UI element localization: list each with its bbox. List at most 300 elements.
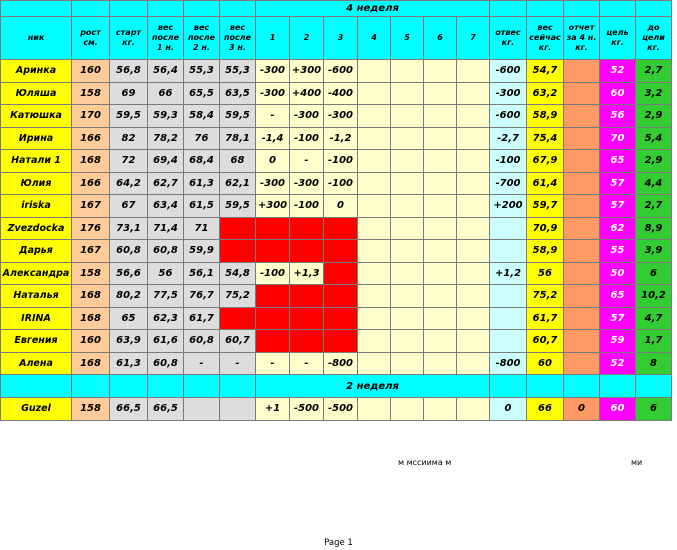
day-4 bbox=[358, 240, 391, 263]
week4-report bbox=[564, 82, 600, 105]
member-row bbox=[1, 262, 672, 285]
day-2 bbox=[290, 307, 324, 330]
weight-week1: 69,4 bbox=[148, 150, 184, 173]
day-7 bbox=[457, 150, 490, 173]
weight-loss: -100 bbox=[490, 150, 527, 173]
day-3 bbox=[324, 330, 358, 353]
day-2 bbox=[290, 285, 324, 308]
week4-report bbox=[564, 240, 600, 263]
nick: Аринка bbox=[1, 60, 72, 83]
weight-week2: 60,8 bbox=[184, 330, 220, 353]
start-weight: 82 bbox=[110, 127, 148, 150]
weight-week1: 77,5 bbox=[148, 285, 184, 308]
day-5 bbox=[391, 150, 424, 173]
current-weight: 58,9 bbox=[527, 240, 564, 263]
footer-note-right: ми bbox=[631, 458, 643, 467]
day-6 bbox=[424, 150, 457, 173]
weight-loss bbox=[490, 285, 527, 308]
goal-weight: 70 bbox=[600, 127, 636, 150]
day-5 bbox=[391, 352, 424, 375]
height: 158 bbox=[72, 82, 110, 105]
header-goal-weight: цель кг. bbox=[600, 17, 636, 60]
start-weight: 80,2 bbox=[110, 285, 148, 308]
goal-weight: 50 bbox=[600, 262, 636, 285]
day-4 bbox=[358, 60, 391, 83]
empty-header-cell bbox=[184, 1, 220, 17]
header-weight-week3: вес после 3 н. bbox=[220, 17, 256, 60]
member-row bbox=[1, 60, 672, 83]
day-3: -600 bbox=[324, 60, 358, 83]
goal-weight: 60 bbox=[600, 398, 636, 421]
day-5 bbox=[391, 60, 424, 83]
nick: Юляша bbox=[1, 82, 72, 105]
day-2 bbox=[290, 240, 324, 263]
member-row bbox=[1, 195, 672, 218]
weight-week3: 62,1 bbox=[220, 172, 256, 195]
current-weight: 60 bbox=[527, 352, 564, 375]
weight-week1: 66 bbox=[148, 82, 184, 105]
day-5 bbox=[391, 398, 424, 421]
to-goal: 8 bbox=[636, 352, 672, 375]
day-3 bbox=[324, 217, 358, 240]
height: 160 bbox=[72, 330, 110, 353]
page-label: Page 1 bbox=[324, 538, 353, 548]
weight-week2: 58,4 bbox=[184, 105, 220, 128]
day-1: -300 bbox=[256, 82, 290, 105]
day-7 bbox=[457, 307, 490, 330]
header-day-7: 7 bbox=[457, 17, 490, 60]
goal-weight: 65 bbox=[600, 150, 636, 173]
day-1: -1,4 bbox=[256, 127, 290, 150]
day-5 bbox=[391, 127, 424, 150]
empty-header-cell bbox=[600, 1, 636, 17]
goal-weight: 52 bbox=[600, 352, 636, 375]
day-1: - bbox=[256, 105, 290, 128]
weight-week2: 76,7 bbox=[184, 285, 220, 308]
day-1: +1 bbox=[256, 398, 290, 421]
day-3 bbox=[324, 240, 358, 263]
empty-header-cell bbox=[600, 375, 636, 398]
day-2: -300 bbox=[290, 172, 324, 195]
header-day-2: 2 bbox=[290, 17, 324, 60]
member-row bbox=[1, 352, 672, 375]
footer-note-left: м мссиима м bbox=[398, 458, 452, 467]
member-row bbox=[1, 172, 672, 195]
goal-weight: 59 bbox=[600, 330, 636, 353]
day-3: -1,2 bbox=[324, 127, 358, 150]
height: 158 bbox=[72, 398, 110, 421]
day-3: -100 bbox=[324, 150, 358, 173]
height: 166 bbox=[72, 127, 110, 150]
nick: Zvezdocka bbox=[1, 217, 72, 240]
weight-week3: 75,2 bbox=[220, 285, 256, 308]
day-1 bbox=[256, 217, 290, 240]
day-3: -500 bbox=[324, 398, 358, 421]
weight-loss bbox=[490, 240, 527, 263]
weight-week3 bbox=[220, 398, 256, 421]
nick: Александра bbox=[1, 262, 72, 285]
day-2: - bbox=[290, 150, 324, 173]
start-weight: 73,1 bbox=[110, 217, 148, 240]
day-4 bbox=[358, 105, 391, 128]
day-6 bbox=[424, 398, 457, 421]
empty-header-cell bbox=[490, 1, 527, 17]
nick: IRINA bbox=[1, 307, 72, 330]
header-day-5: 5 bbox=[391, 17, 424, 60]
day-7 bbox=[457, 82, 490, 105]
day-1 bbox=[256, 240, 290, 263]
member-row bbox=[1, 307, 672, 330]
current-weight: 61,4 bbox=[527, 172, 564, 195]
current-weight: 54,7 bbox=[527, 60, 564, 83]
day-1: -300 bbox=[256, 60, 290, 83]
height: 168 bbox=[72, 307, 110, 330]
nick: iriska bbox=[1, 195, 72, 218]
day-7 bbox=[457, 330, 490, 353]
week4-report bbox=[564, 150, 600, 173]
start-weight: 60,8 bbox=[110, 240, 148, 263]
day-5 bbox=[391, 307, 424, 330]
current-weight: 75,4 bbox=[527, 127, 564, 150]
weight-week1: 56,4 bbox=[148, 60, 184, 83]
day-2 bbox=[290, 330, 324, 353]
week4-report bbox=[564, 105, 600, 128]
header-day-4: 4 bbox=[358, 17, 391, 60]
weight-week2: 59,9 bbox=[184, 240, 220, 263]
current-weight: 66 bbox=[527, 398, 564, 421]
empty-header-cell bbox=[636, 1, 672, 17]
goal-weight: 57 bbox=[600, 195, 636, 218]
goal-weight: 52 bbox=[600, 60, 636, 83]
day-2: -300 bbox=[290, 105, 324, 128]
header-weight-loss: отвес кг. bbox=[490, 17, 527, 60]
day-2: +1,3 bbox=[290, 262, 324, 285]
weight-week3: - bbox=[220, 352, 256, 375]
day-5 bbox=[391, 105, 424, 128]
to-goal: 3,9 bbox=[636, 240, 672, 263]
start-weight: 59,5 bbox=[110, 105, 148, 128]
start-weight: 61,3 bbox=[110, 352, 148, 375]
week4-report bbox=[564, 195, 600, 218]
nick: Юлия bbox=[1, 172, 72, 195]
empty-header-cell bbox=[72, 1, 110, 17]
nick: Guzel bbox=[1, 398, 72, 421]
weight-week1: 59,3 bbox=[148, 105, 184, 128]
day-4 bbox=[358, 217, 391, 240]
height: 167 bbox=[72, 195, 110, 218]
goal-weight: 60 bbox=[600, 82, 636, 105]
empty-header-cell bbox=[636, 375, 672, 398]
to-goal: 5,4 bbox=[636, 127, 672, 150]
weight-week3: 68 bbox=[220, 150, 256, 173]
day-6 bbox=[424, 285, 457, 308]
header-current-weight: вес сейчас кг. bbox=[527, 17, 564, 60]
day-4 bbox=[358, 352, 391, 375]
day-7 bbox=[457, 195, 490, 218]
current-weight: 56 bbox=[527, 262, 564, 285]
day-1: -100 bbox=[256, 262, 290, 285]
height: 170 bbox=[72, 105, 110, 128]
empty-header-cell bbox=[148, 375, 184, 398]
day-7 bbox=[457, 60, 490, 83]
empty-header-cell bbox=[490, 375, 527, 398]
goal-weight: 62 bbox=[600, 217, 636, 240]
week4-report bbox=[564, 172, 600, 195]
empty-header-cell bbox=[1, 1, 72, 17]
weight-week2: 68,4 bbox=[184, 150, 220, 173]
weight-week1: 62,7 bbox=[148, 172, 184, 195]
week-title-2: 2 неделя bbox=[256, 375, 490, 398]
day-7 bbox=[457, 105, 490, 128]
weight-week1: 56 bbox=[148, 262, 184, 285]
weight-week3 bbox=[220, 217, 256, 240]
day-3: -300 bbox=[324, 105, 358, 128]
header-weight-week2: вес после 2 н. bbox=[184, 17, 220, 60]
day-1: +300 bbox=[256, 195, 290, 218]
weight-week1: 71,4 bbox=[148, 217, 184, 240]
start-weight: 66,5 bbox=[110, 398, 148, 421]
weight-week1: 78,2 bbox=[148, 127, 184, 150]
week4-report: 0 bbox=[564, 398, 600, 421]
to-goal: 6 bbox=[636, 262, 672, 285]
week4-report bbox=[564, 307, 600, 330]
day-1: -300 bbox=[256, 172, 290, 195]
week4-report bbox=[564, 217, 600, 240]
weight-loss: -700 bbox=[490, 172, 527, 195]
day-4 bbox=[358, 172, 391, 195]
empty-header-cell bbox=[110, 375, 148, 398]
nick: Ирина bbox=[1, 127, 72, 150]
weight-week2: 71 bbox=[184, 217, 220, 240]
weight-week2: 56,1 bbox=[184, 262, 220, 285]
weight-loss: 0 bbox=[490, 398, 527, 421]
nick: Катюшка bbox=[1, 105, 72, 128]
day-6 bbox=[424, 60, 457, 83]
day-2: +400 bbox=[290, 82, 324, 105]
current-weight: 60,7 bbox=[527, 330, 564, 353]
start-weight: 72 bbox=[110, 150, 148, 173]
current-weight: 59,7 bbox=[527, 195, 564, 218]
day-7 bbox=[457, 127, 490, 150]
empty-header-cell bbox=[1, 375, 72, 398]
day-6 bbox=[424, 262, 457, 285]
goal-weight: 57 bbox=[600, 307, 636, 330]
weight-week2: 55,3 bbox=[184, 60, 220, 83]
week4-report bbox=[564, 262, 600, 285]
member-row bbox=[1, 82, 672, 105]
day-5 bbox=[391, 285, 424, 308]
weight-week3: 60,7 bbox=[220, 330, 256, 353]
weight-loss: +200 bbox=[490, 195, 527, 218]
start-weight: 56,8 bbox=[110, 60, 148, 83]
weight-week3: 63,5 bbox=[220, 82, 256, 105]
weight-week2: 65,5 bbox=[184, 82, 220, 105]
member-row bbox=[1, 330, 672, 353]
day-4 bbox=[358, 195, 391, 218]
day-3 bbox=[324, 262, 358, 285]
week-title-row-2 bbox=[1, 375, 672, 398]
day-7 bbox=[457, 262, 490, 285]
day-6 bbox=[424, 217, 457, 240]
day-1 bbox=[256, 330, 290, 353]
empty-header-cell bbox=[184, 375, 220, 398]
to-goal: 2,9 bbox=[636, 105, 672, 128]
day-6 bbox=[424, 195, 457, 218]
to-goal: 3,2 bbox=[636, 82, 672, 105]
weight-week1: 62,3 bbox=[148, 307, 184, 330]
header-day-1: 1 bbox=[256, 17, 290, 60]
to-goal: 2,9 bbox=[636, 150, 672, 173]
day-4 bbox=[358, 127, 391, 150]
weight-week3 bbox=[220, 240, 256, 263]
day-1: 0 bbox=[256, 150, 290, 173]
current-weight: 67,9 bbox=[527, 150, 564, 173]
member-row bbox=[1, 285, 672, 308]
week-title: 4 неделя bbox=[256, 1, 490, 17]
empty-header-cell bbox=[564, 375, 600, 398]
day-5 bbox=[391, 195, 424, 218]
day-2: -100 bbox=[290, 127, 324, 150]
empty-header-cell bbox=[72, 375, 110, 398]
week-title-row bbox=[1, 1, 672, 17]
day-6 bbox=[424, 127, 457, 150]
start-weight: 56,6 bbox=[110, 262, 148, 285]
header-weight-week1: вес после 1 н. bbox=[148, 17, 184, 60]
weight-loss: -300 bbox=[490, 82, 527, 105]
weight-week2 bbox=[184, 398, 220, 421]
start-weight: 63,9 bbox=[110, 330, 148, 353]
day-7 bbox=[457, 398, 490, 421]
day-5 bbox=[391, 330, 424, 353]
weight-loss: -2,7 bbox=[490, 127, 527, 150]
week4-report bbox=[564, 330, 600, 353]
height: 166 bbox=[72, 172, 110, 195]
current-weight: 75,2 bbox=[527, 285, 564, 308]
day-3 bbox=[324, 285, 358, 308]
weight-week2: 61,5 bbox=[184, 195, 220, 218]
to-goal: 10,2 bbox=[636, 285, 672, 308]
to-goal: 2,7 bbox=[636, 195, 672, 218]
day-4 bbox=[358, 398, 391, 421]
weight-week1: 60,8 bbox=[148, 240, 184, 263]
day-7 bbox=[457, 240, 490, 263]
empty-header-cell bbox=[220, 1, 256, 17]
day-5 bbox=[391, 217, 424, 240]
day-5 bbox=[391, 82, 424, 105]
height: 158 bbox=[72, 262, 110, 285]
current-weight: 61,7 bbox=[527, 307, 564, 330]
day-3: -100 bbox=[324, 172, 358, 195]
height: 176 bbox=[72, 217, 110, 240]
week4-report bbox=[564, 127, 600, 150]
day-3: -800 bbox=[324, 352, 358, 375]
height: 168 bbox=[72, 150, 110, 173]
goal-weight: 55 bbox=[600, 240, 636, 263]
header-day-3: 3 bbox=[324, 17, 358, 60]
day-6 bbox=[424, 240, 457, 263]
nick: Дарья bbox=[1, 240, 72, 263]
day-6 bbox=[424, 105, 457, 128]
day-4 bbox=[358, 82, 391, 105]
header-to-goal: до цели кг. bbox=[636, 17, 672, 60]
empty-header-cell bbox=[527, 375, 564, 398]
day-7 bbox=[457, 172, 490, 195]
day-6 bbox=[424, 172, 457, 195]
weight-week1: 61,6 bbox=[148, 330, 184, 353]
header-nick: ник bbox=[1, 17, 72, 60]
day-1 bbox=[256, 285, 290, 308]
height: 168 bbox=[72, 352, 110, 375]
weight-loss bbox=[490, 217, 527, 240]
day-5 bbox=[391, 240, 424, 263]
empty-header-cell bbox=[220, 375, 256, 398]
weight-week3: 55,3 bbox=[220, 60, 256, 83]
day-2 bbox=[290, 217, 324, 240]
start-weight: 69 bbox=[110, 82, 148, 105]
nick: Наталья bbox=[1, 285, 72, 308]
header-week4-report: отчет за 4 н. кг. bbox=[564, 17, 600, 60]
day-7 bbox=[457, 285, 490, 308]
nick: Евгения bbox=[1, 330, 72, 353]
day-4 bbox=[358, 307, 391, 330]
member-row bbox=[1, 150, 672, 173]
day-6 bbox=[424, 82, 457, 105]
day-7 bbox=[457, 217, 490, 240]
to-goal: 6 bbox=[636, 398, 672, 421]
to-goal: 4,7 bbox=[636, 307, 672, 330]
empty-header-cell bbox=[564, 1, 600, 17]
weight-week2: 76 bbox=[184, 127, 220, 150]
weight-week3: 54,8 bbox=[220, 262, 256, 285]
weight-loss bbox=[490, 307, 527, 330]
day-2: -100 bbox=[290, 195, 324, 218]
weight-week3: 59,5 bbox=[220, 105, 256, 128]
day-2: - bbox=[290, 352, 324, 375]
nick: Алена bbox=[1, 352, 72, 375]
day-7 bbox=[457, 352, 490, 375]
day-6 bbox=[424, 330, 457, 353]
day-1 bbox=[256, 307, 290, 330]
weight-week3 bbox=[220, 307, 256, 330]
day-4 bbox=[358, 150, 391, 173]
start-weight: 65 bbox=[110, 307, 148, 330]
nick: Натали 1 bbox=[1, 150, 72, 173]
weight-week2: 61,3 bbox=[184, 172, 220, 195]
member-row-bottom bbox=[1, 398, 672, 421]
current-weight: 70,9 bbox=[527, 217, 564, 240]
day-3: 0 bbox=[324, 195, 358, 218]
day-2: +300 bbox=[290, 60, 324, 83]
goal-weight: 57 bbox=[600, 172, 636, 195]
goal-weight: 65 bbox=[600, 285, 636, 308]
weight-loss: +1,2 bbox=[490, 262, 527, 285]
member-row bbox=[1, 240, 672, 263]
day-6 bbox=[424, 307, 457, 330]
day-4 bbox=[358, 330, 391, 353]
header-height: рост см. bbox=[72, 17, 110, 60]
start-weight: 64,2 bbox=[110, 172, 148, 195]
header-start-weight: старт кг. bbox=[110, 17, 148, 60]
day-3 bbox=[324, 307, 358, 330]
empty-header-cell bbox=[527, 1, 564, 17]
to-goal: 2,7 bbox=[636, 60, 672, 83]
weight-loss: -600 bbox=[490, 105, 527, 128]
day-3: -400 bbox=[324, 82, 358, 105]
weight-week1: 66,5 bbox=[148, 398, 184, 421]
member-row bbox=[1, 127, 672, 150]
member-row bbox=[1, 217, 672, 240]
weight-loss: -600 bbox=[490, 60, 527, 83]
